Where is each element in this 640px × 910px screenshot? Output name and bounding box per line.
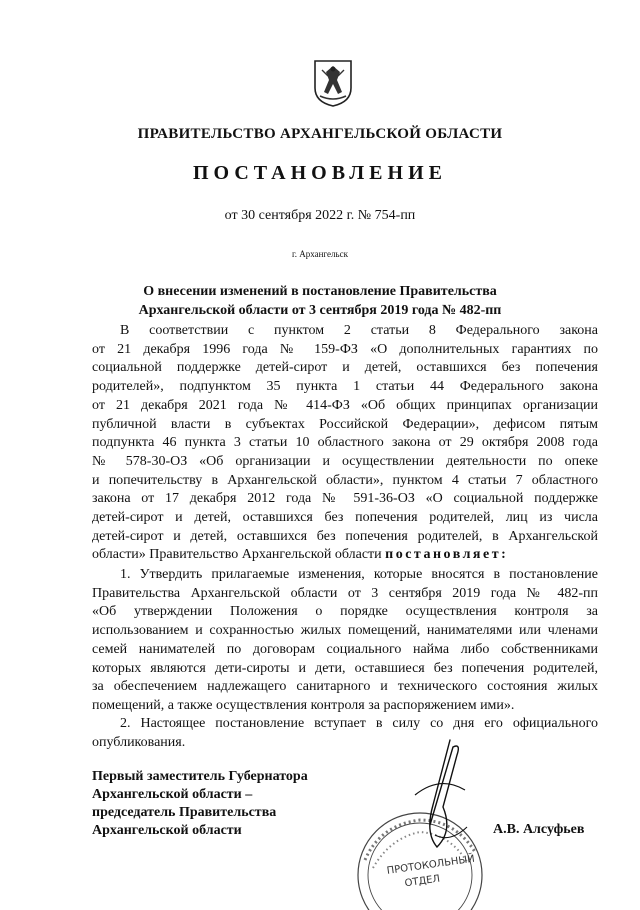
- subject-line: О внесении изменений в постановление Правительства: [143, 284, 497, 299]
- stamp-text-2: ОТДЕЛ: [403, 873, 441, 890]
- signatory-title-line: председатель Правительства: [92, 805, 277, 820]
- text-line: от 21 декабря 1996 года № 159-ФЗ «О дополнительных гарантиях по: [92, 341, 598, 357]
- handwritten-signature: [395, 735, 485, 855]
- text-line: за обеспечением надлежащего санитарного и технического состояния жилых: [92, 679, 598, 695]
- text-line: подпункта 46 пункта 3 статьи 10 областного закона от 29 октября 2008 года: [92, 435, 598, 451]
- text-line: публичной власти в субъектах Российской Федерации», дефисом пятым: [92, 416, 598, 432]
- text-line: семей нанимателей по договорам социального найма либо собственниками: [92, 641, 598, 657]
- text-line: от 21 декабря 2021 года № 414-ФЗ «Об общих принципах организации: [92, 397, 598, 413]
- signatory-title: [92, 768, 342, 840]
- government-name: ПРАВИТЕЛЬСТВО АРХАНГЕЛЬСКОЙ ОБЛАСТИ: [137, 126, 503, 142]
- city-name: г. Архангельск: [292, 249, 348, 259]
- text-line: закона от 17 декабря 2012 года № 591-36-ОЗ «О социальной поддержке: [92, 491, 598, 507]
- item-1-paragraph: [92, 566, 598, 716]
- text-line: которых являются дети-сироты и дети, оставшиеся без попечения родителей,: [92, 660, 598, 676]
- text-line: «Об утверждении Положения о порядке осуществления контроля за: [92, 604, 598, 620]
- preamble-paragraph: [92, 322, 598, 565]
- text-line: Правительства Архангельской области от 3 сентября 2019 года № 482-пп: [92, 585, 598, 601]
- decree-colon: :: [501, 547, 506, 563]
- text-line: № 578-30-ОЗ «Об организации и осуществлении деятельности по опеке: [92, 453, 598, 469]
- date-and-number: от 30 сентября 2022 г. № 754-пп: [224, 208, 416, 223]
- text-line: социальной поддержке детей-сирот и детей, оставшихся без попечения: [92, 360, 598, 376]
- text-line: [92, 546, 598, 565]
- subject-line: Архангельской области от 3 сентября 2019 года № 482-пп: [138, 303, 502, 318]
- signatory-title-line: Архангельской области: [92, 823, 242, 838]
- item-2-paragraph: [92, 715, 598, 752]
- document-type-title: ПОСТАНОВЛЕНИЕ: [193, 162, 447, 184]
- stamp-text-1: ПРОТОКОЛЬНЫЙ: [386, 853, 476, 877]
- text-line: 1. Утвердить прилагаемые изменения, которые вносятся в постановление: [120, 567, 598, 582]
- text-line: детей-сирот и детей, оставшихся без попечения родителей, в Архангельской: [92, 528, 598, 544]
- decree-word: постановляет: [385, 547, 502, 563]
- text-line: помещений, а также осуществления контроля за распоряжением ими».: [92, 697, 515, 713]
- document-subject: [0, 282, 640, 320]
- text-line: детей-сирот и детей, оставшихся без попечения родителей, лиц из числа: [92, 510, 598, 526]
- text-line: 2. Настоящее постановление вступает в силу со дня его официального: [120, 716, 598, 731]
- text-line: опубликования.: [92, 734, 186, 750]
- preamble-end: области» Правительство Архангельской области: [92, 547, 382, 563]
- text-line: использованием и сохранностью жилых помещений, нанимателями или членами: [92, 623, 598, 639]
- signatory-title-line: Архангельской области –: [92, 787, 253, 802]
- coat-of-arms-emblem: [312, 58, 354, 108]
- text-line: В соответствии с пунктом 2 статьи 8 Федерального закона: [120, 323, 598, 338]
- text-line: родителей», подпунктом 35 пункта 1 статьи 44 Федерального закона: [92, 379, 598, 395]
- signatory-title-line: Первый заместитель Губернатора: [92, 769, 308, 784]
- text-line: и попечительству в Архангельской области», пунктом 4 статьи 7 областного: [92, 472, 598, 488]
- signatory-name: А.В. Алсуфьев: [493, 822, 585, 837]
